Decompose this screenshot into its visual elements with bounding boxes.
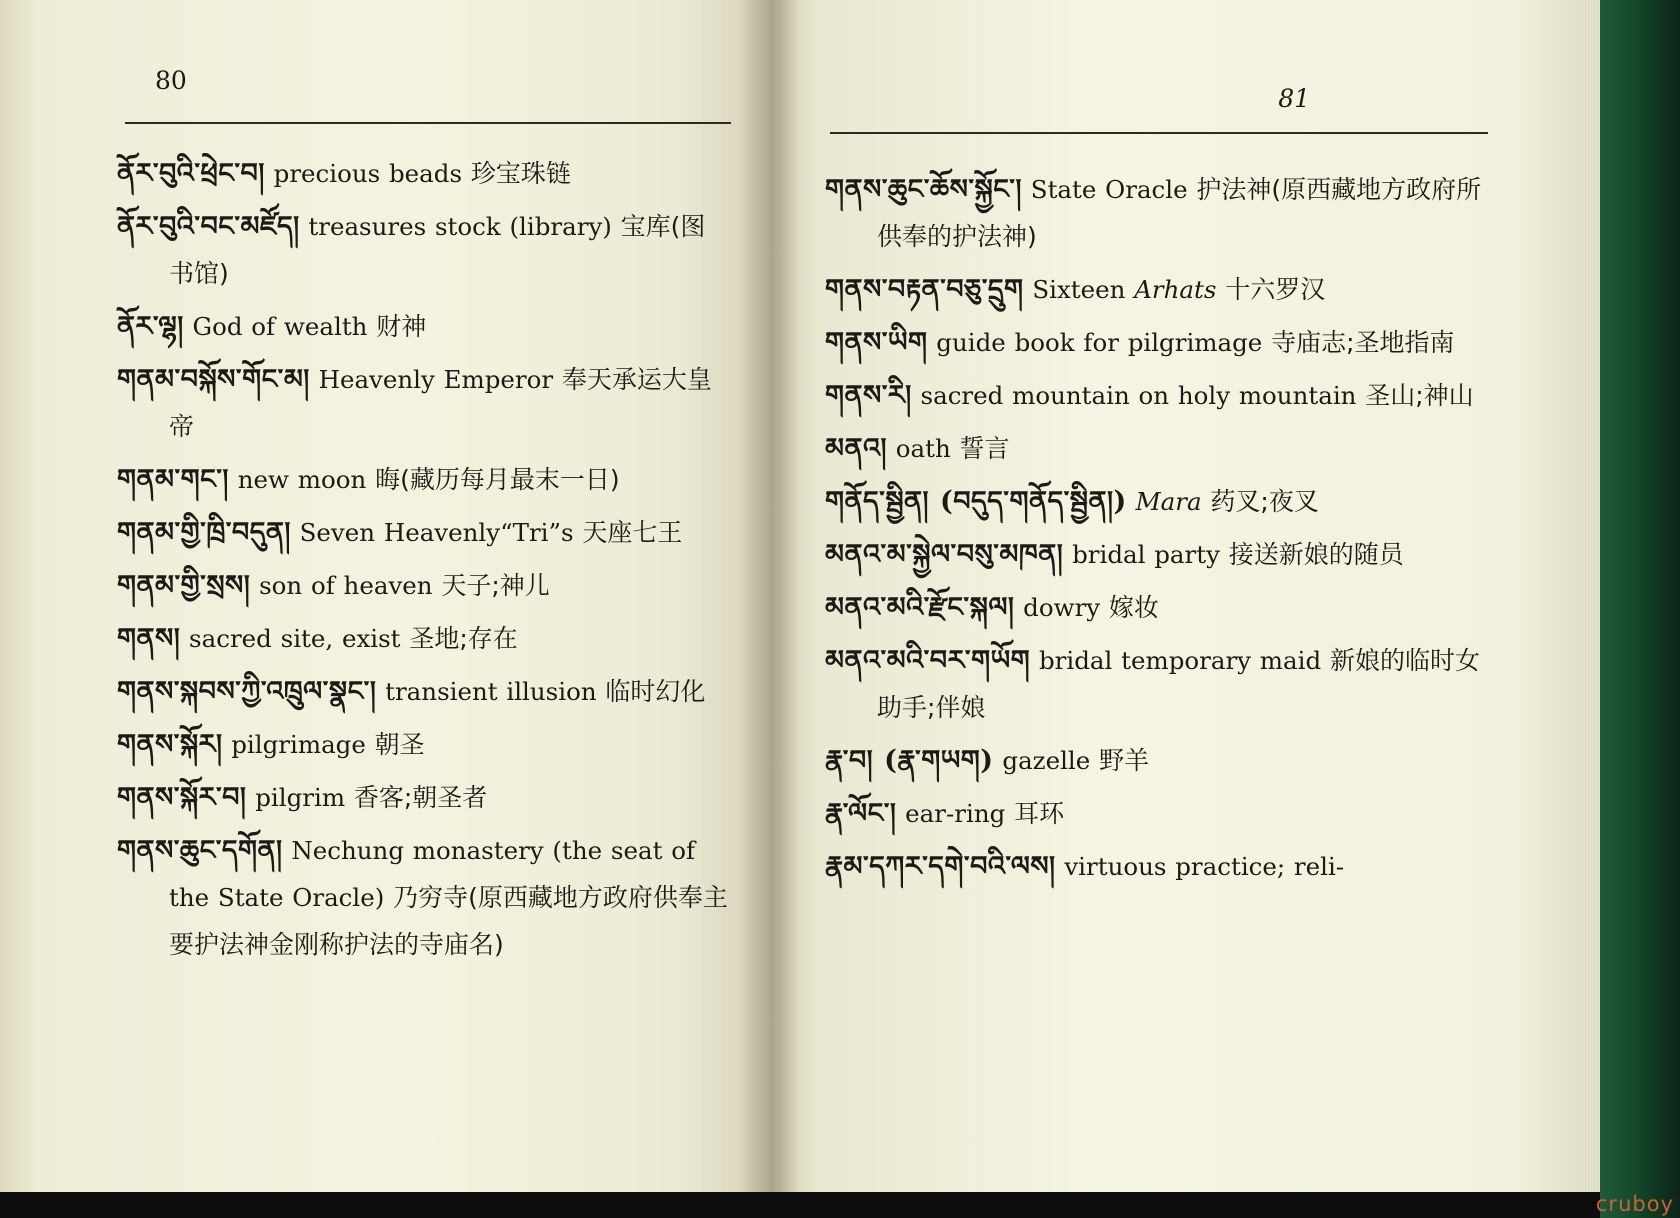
english-gloss: oath (895, 434, 951, 463)
dictionary-entry (825, 372, 1487, 419)
dictionary-entry (117, 562, 729, 609)
english-gloss: Heavenly Emperor (318, 365, 554, 394)
tibetan-headword: གནོད་སྦྱིན། (བདུད་གནོད་སྦྱིན།) (825, 486, 1127, 517)
tibetan-headword: གནས་ཡིག (825, 327, 928, 358)
english-gloss: virtuous practice; reli- (1064, 852, 1345, 881)
chinese-gloss: 誓言 (959, 434, 1010, 463)
chinese-gloss: 财神 (376, 312, 427, 341)
tibetan-headword: རྣ་ལོང་། (825, 798, 897, 829)
english-gloss: Sixteen (1032, 275, 1126, 304)
english-gloss: State Oracle (1030, 175, 1188, 204)
chinese-gloss: 药叉;夜叉 (1210, 487, 1319, 516)
dictionary-entry (825, 478, 1487, 525)
tibetan-headword: གནམ་གང་། (117, 464, 229, 495)
chinese-gloss: 天子;神儿 (441, 571, 550, 600)
right-entry-list (825, 166, 1487, 896)
chinese-gloss: 朝圣 (374, 730, 425, 759)
background-strip (0, 1192, 1600, 1218)
english-gloss: sacred site, exist (189, 624, 401, 653)
dictionary-entry (825, 737, 1487, 784)
chinese-gloss: 奉天承运大皇帝 (169, 365, 712, 441)
tibetan-headword: ནོར་ལྷ། (117, 311, 184, 342)
dictionary-entry (825, 166, 1487, 260)
left-header-rule (125, 122, 731, 124)
tibetan-headword: རྣ་བ། (རྣ་གཡག) (825, 745, 994, 776)
dictionary-entry (117, 721, 729, 768)
tibetan-headword: རྣམ་དཀར་དགེ་བའི་ལས། (825, 851, 1056, 882)
tibetan-headword: གནས་སྐོར་བ། (117, 782, 247, 813)
english-gloss: bridal party (1072, 540, 1220, 569)
tibetan-headword: མནའ་མའི་བར་གཡོག (825, 645, 1031, 676)
chinese-gloss: 临时幻化 (605, 677, 706, 706)
chinese-gloss: 新娘的临时女助手;伴娘 (877, 646, 1480, 722)
english-gloss: new moon (237, 465, 367, 494)
english-gloss: God of wealth (192, 312, 368, 341)
chinese-gloss: 香客;朝圣者 (353, 783, 488, 812)
tibetan-headword: གནས་སྐོར། (117, 729, 223, 760)
right-page (770, 0, 1578, 1192)
dictionary-entry (825, 531, 1487, 578)
chinese-gloss: 寺庙志;圣地指南 (1271, 328, 1455, 357)
dictionary-entry (117, 774, 729, 821)
watermark: cruboy (1595, 1192, 1674, 1216)
dictionary-entry (117, 615, 729, 662)
dictionary-entry (117, 303, 729, 350)
dictionary-entry (117, 203, 729, 297)
dictionary-entry (117, 356, 729, 450)
tibetan-headword: གནས། (117, 623, 181, 654)
tibetan-headword: མནའ་མ་སྐྱེལ་བསུ་མཁན། (825, 539, 1064, 570)
chinese-gloss: 嫁妆 (1108, 593, 1159, 622)
dictionary-entry (825, 319, 1487, 366)
english-gloss-italic: Arhats (1134, 275, 1217, 304)
tibetan-headword: གནས་ཆུང་ཆོས་སྐྱོང་། (825, 174, 1022, 205)
chinese-gloss: 珍宝珠链 (470, 159, 571, 188)
english-gloss: guide book for pilgrimage (936, 328, 1263, 357)
chinese-gloss: 野羊 (1099, 746, 1150, 775)
dictionary-entry (825, 584, 1487, 631)
english-gloss: treasures stock (library) (308, 212, 612, 241)
english-gloss: pilgrim (255, 783, 346, 812)
chinese-gloss: 乃穷寺(原西藏地方政府供奉主要护法神金刚称护法的寺庙名) (169, 883, 728, 959)
dictionary-entry (117, 456, 729, 503)
english-gloss-italic: Mara (1135, 487, 1202, 516)
tibetan-headword: མནའ། (825, 433, 887, 464)
english-gloss: Seven Heavenly“Tri”s (299, 518, 574, 547)
left-page-number: 80 (155, 66, 187, 95)
tibetan-headword: ནོར་བུའི་བང་མཛོད། (117, 211, 300, 242)
chinese-gloss: 耳环 (1014, 799, 1065, 828)
tibetan-headword: གནས་ཆུང་དགོན། (117, 835, 283, 866)
chinese-gloss: 天座七王 (582, 518, 683, 547)
tibetan-headword: གནམ་བསྐོས་གོང་མ། (117, 364, 310, 395)
dictionary-entry (825, 790, 1487, 837)
tibetan-headword: མནའ་མའི་རྫོང་སྐལ། (825, 592, 1015, 623)
english-gloss: pilgrimage (231, 730, 366, 759)
right-page-number: 81 (1278, 84, 1310, 113)
book-cover-edge (1600, 0, 1680, 1218)
english-gloss: dowry (1023, 593, 1101, 622)
chinese-gloss: 晦(藏历每月最末一日) (375, 465, 620, 494)
english-gloss: sacred mountain on holy mountain (920, 381, 1357, 410)
english-gloss: ear-ring (905, 799, 1006, 828)
dictionary-entry (825, 843, 1487, 890)
dictionary-entry (825, 425, 1487, 472)
left-entry-list (117, 150, 729, 974)
chinese-gloss: 圣地;存在 (409, 624, 518, 653)
chinese-gloss: 十六罗汉 (1225, 275, 1326, 304)
dictionary-entry (825, 637, 1487, 731)
page-edges (1578, 0, 1600, 1192)
dictionary-entry (825, 266, 1487, 313)
left-page (0, 0, 770, 1192)
dictionary-entry (117, 668, 729, 715)
tibetan-headword: ནོར་བུའི་ཕྲེང་བ། (117, 158, 265, 189)
chinese-gloss: 接送新娘的随员 (1228, 540, 1404, 569)
tibetan-headword: གནམ་གྱི་ཁྲི་བདུན། (117, 517, 291, 548)
chinese-gloss: 宝库(图书馆) (169, 212, 706, 288)
tibetan-headword: གནས་བརྟན་བཅུ་དྲུག (825, 274, 1024, 305)
english-gloss: bridal temporary maid (1038, 646, 1322, 675)
english-gloss: son of heaven (259, 571, 433, 600)
dictionary-entry (117, 827, 729, 968)
chinese-gloss: 护法神(原西藏地方政府所供奉的护法神) (877, 175, 1482, 251)
english-gloss: precious beads (273, 159, 463, 188)
english-gloss: Nechung monastery (the seat of the State Oracle) (169, 836, 696, 912)
dictionary-entry (117, 150, 729, 197)
tibetan-headword: གནས་རི། (825, 380, 912, 411)
chinese-gloss: 圣山;神山 (1365, 381, 1474, 410)
right-header-rule (830, 132, 1488, 134)
tibetan-headword: གནམ་གྱི་སྲས། (117, 570, 251, 601)
english-gloss: transient illusion (385, 677, 597, 706)
english-gloss: gazelle (1002, 746, 1091, 775)
tibetan-headword: གནས་སྐབས་ཀྱི་འཁྲུལ་སྣང་། (117, 676, 377, 707)
dictionary-entry (117, 509, 729, 556)
